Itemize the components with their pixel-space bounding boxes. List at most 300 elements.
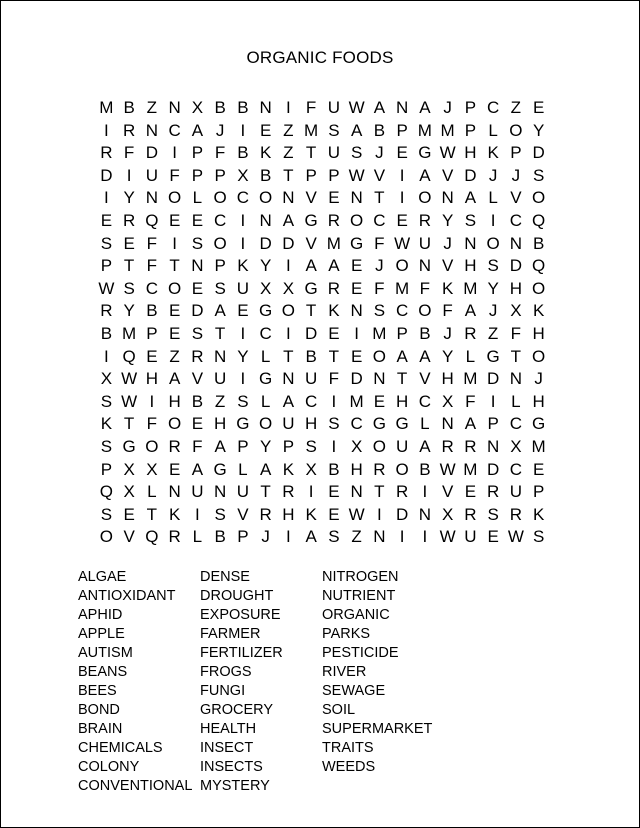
grid-letter: I (308, 482, 314, 502)
grid-letter: N (282, 369, 295, 389)
grid-letter: E (259, 120, 272, 140)
grid-letter: Y (237, 346, 249, 366)
grid-letter: N (395, 98, 409, 117)
grid-letter: X (123, 459, 135, 479)
grid-letter: E (350, 256, 363, 276)
grid-letter: S (100, 504, 113, 524)
grid-letter: H (509, 278, 523, 298)
grid-letter: D (532, 143, 545, 163)
grid-letter: P (191, 165, 204, 185)
grid-letter: L (511, 391, 521, 411)
grid-letter: S (487, 256, 499, 276)
grid-letter: S (123, 278, 135, 298)
grid-letter: E (191, 414, 204, 434)
grid-letter: O (395, 256, 409, 276)
grid-letter: R (168, 436, 181, 456)
word-item: TRAITS (322, 740, 374, 756)
grid-letter: R (441, 436, 454, 456)
grid-letter: T (328, 346, 340, 366)
grid-letter: R (168, 527, 181, 547)
grid-letter: N (441, 414, 454, 434)
word-item: NITROGEN (322, 569, 399, 585)
grid-letter: R (282, 482, 295, 502)
grid-letter: J (443, 323, 452, 343)
grid-letter: M (122, 323, 137, 343)
grid-letter: U (282, 414, 295, 434)
grid-row (95, 278, 550, 301)
grid-letter: G (259, 301, 273, 321)
grid-letter: F (123, 143, 135, 163)
grid-letter: F (192, 436, 203, 456)
grid-letter: O (532, 346, 546, 366)
grid-letter: U (145, 165, 159, 185)
grid-letter: O (213, 188, 227, 208)
grid-letter: I (195, 504, 200, 524)
grid-letter: A (419, 98, 431, 117)
grid-letter: E (237, 301, 249, 321)
grid-letter: K (168, 504, 181, 524)
grid-letter: F (510, 323, 522, 343)
grid-letter: Y (123, 301, 135, 321)
page-title: ORGANIC FOODS (246, 48, 394, 67)
grid-letter: U (191, 482, 204, 502)
grid-letter: T (305, 301, 317, 321)
word-item: APPLE (78, 626, 125, 642)
grid-letter: R (100, 301, 113, 321)
grid-letter: O (145, 436, 159, 456)
grid-letter: D (350, 369, 363, 389)
grid-row (95, 97, 550, 120)
grid-row (95, 391, 550, 414)
grid-letter: S (191, 233, 204, 253)
grid-letter: Q (145, 527, 159, 547)
grid-letter: E (350, 346, 363, 366)
grid-letter: N (259, 210, 272, 230)
grid-letter: W (439, 143, 456, 163)
grid-letter: N (373, 527, 386, 547)
grid-letter: Y (487, 278, 499, 298)
grid-letter: W (348, 504, 365, 524)
grid-letter: P (328, 165, 340, 185)
grid-letter: W (394, 233, 411, 253)
word-item: ANTIOXIDANT (78, 588, 176, 604)
grid-letter: I (422, 527, 428, 547)
grid-letter: N (486, 436, 500, 456)
grid-letter: B (532, 233, 545, 253)
grid-letter: F (214, 143, 226, 163)
grid-letter: E (373, 391, 386, 411)
grid-letter: T (146, 504, 158, 524)
grid-letter: N (145, 188, 159, 208)
grid-letter: V (441, 165, 454, 185)
grid-letter: F (328, 369, 340, 389)
grid-letter: P (305, 165, 317, 185)
grid-letter: P (237, 436, 249, 456)
grid-letter: O (168, 278, 182, 298)
grid-letter: S (350, 143, 363, 163)
grid-letter: R (191, 346, 204, 366)
grid-letter: I (422, 482, 428, 502)
grid-letter: V (510, 188, 522, 208)
grid-letter: K (328, 301, 340, 321)
grid-letter: L (465, 346, 476, 366)
grid-letter: O (281, 301, 295, 321)
word-item: BEES (78, 683, 117, 699)
grid-letter: S (328, 527, 340, 547)
grid-letter: X (282, 278, 295, 298)
grid-letter: N (168, 482, 181, 502)
grid-letter: E (532, 98, 545, 117)
grid-letter: K (237, 256, 249, 276)
grid-letter: B (123, 98, 135, 117)
grid-letter: B (305, 346, 317, 366)
word-item: CONVENTIONAL (78, 778, 193, 794)
grid-letter: K (259, 143, 272, 163)
grid-letter: I (399, 527, 405, 547)
grid-letter: O (418, 301, 432, 321)
grid-letter: I (286, 256, 291, 276)
grid-letter: I (354, 323, 359, 343)
grid-letter: O (259, 188, 273, 208)
word-item: ORGANIC (322, 607, 390, 623)
grid-letter: J (261, 527, 270, 547)
grid-letter: Z (146, 98, 158, 117)
grid-letter: A (305, 527, 317, 547)
word-item: HEALTH (200, 721, 257, 737)
grid-letter: P (532, 482, 545, 502)
word-item: FARMER (200, 626, 261, 642)
grid-letter: Z (487, 323, 499, 343)
grid-letter: W (348, 165, 365, 185)
grid-letter: W (121, 369, 138, 389)
grid-letter: S (305, 436, 317, 456)
grid-letter: A (373, 98, 386, 117)
grid-letter: U (395, 436, 409, 456)
grid-letter: S (100, 233, 113, 253)
grid-letter: S (328, 120, 340, 140)
grid-letter: A (464, 414, 477, 434)
grid-letter: D (464, 165, 477, 185)
grid-letter: U (464, 527, 477, 547)
word-item: RIVER (322, 664, 367, 680)
grid-letter: I (172, 233, 177, 253)
grid-letter: B (214, 98, 226, 117)
word-item: FUNGI (200, 683, 246, 699)
grid-letter: N (509, 369, 523, 389)
grid-letter: M (304, 120, 319, 140)
word-item: ALGAE (78, 569, 127, 585)
grid-letter: C (509, 459, 523, 479)
grid-letter: A (168, 369, 181, 389)
grid-letter: J (443, 233, 452, 253)
grid-letter: K (282, 459, 295, 479)
word-item: INSECTS (200, 759, 263, 775)
grid-row (95, 210, 550, 233)
grid-letter: B (419, 459, 431, 479)
grid-letter: U (236, 482, 250, 502)
grid-letter: I (240, 369, 246, 389)
grid-letter: H (464, 256, 477, 276)
grid-letter: T (396, 369, 408, 389)
grid-letter: I (399, 188, 405, 208)
grid-letter: Y (123, 188, 135, 208)
grid-letter: O (213, 233, 227, 253)
grid-letter: Y (441, 346, 454, 366)
grid-letter: S (100, 436, 113, 456)
grid-letter: O (509, 120, 523, 140)
grid-letter: D (395, 504, 409, 524)
grid-letter: M (463, 278, 478, 298)
grid-letter: Q (532, 256, 546, 276)
grid-letter: N (350, 188, 363, 208)
grid-letter: O (99, 527, 113, 547)
grid-letter: X (441, 391, 454, 411)
grid-letter: E (487, 527, 499, 547)
grid-letter: D (145, 143, 159, 163)
grid-letter: T (510, 346, 522, 366)
word-item: PARKS (322, 626, 371, 642)
grid-letter: L (260, 391, 271, 411)
grid-letter: A (259, 459, 272, 479)
grid-letter: U (509, 482, 523, 502)
word-item: BOND (78, 702, 120, 718)
grid-letter: I (286, 527, 291, 547)
grid-letter: Z (214, 391, 226, 411)
word-item: SOIL (322, 702, 356, 718)
grid-letter: A (191, 459, 204, 479)
grid-letter: P (237, 527, 249, 547)
grid-letter: A (305, 256, 317, 276)
grid-letter: L (420, 414, 430, 434)
grid-letter: X (237, 165, 249, 185)
grid-letter: V (191, 369, 204, 389)
grid-letter: I (331, 391, 337, 411)
word-item: SEWAGE (322, 683, 386, 699)
grid-row (95, 323, 550, 346)
word-item: PESTICIDE (322, 645, 399, 661)
grid-letter: G (304, 210, 318, 230)
grid-letter: E (191, 278, 204, 298)
grid-letter: X (510, 436, 522, 456)
grid-letter: J (443, 98, 452, 117)
grid-letter: D (282, 233, 295, 253)
grid-letter: N (464, 233, 477, 253)
grid-letter: V (373, 165, 386, 185)
grid-letter: E (168, 323, 181, 343)
grid-letter: F (305, 98, 317, 117)
grid-letter: C (395, 301, 409, 321)
grid-letter: X (259, 278, 272, 298)
grid-letter: E (168, 459, 181, 479)
grid-letter: L (260, 346, 271, 366)
grid-letter: P (282, 436, 295, 456)
grid-letter: R (418, 210, 432, 230)
grid-row (95, 300, 550, 323)
grid-letter: I (399, 165, 405, 185)
grid-letter: B (328, 459, 340, 479)
grid-letter: W (121, 391, 138, 411)
grid-letter: J (511, 165, 521, 185)
grid-letter: U (327, 98, 341, 117)
grid-letter: P (100, 256, 113, 276)
grid-letter: Y (259, 256, 272, 276)
grid-letter: P (214, 256, 226, 276)
grid-letter: N (168, 98, 181, 117)
grid-letter: S (373, 301, 386, 321)
grid-letter: R (464, 504, 477, 524)
grid-letter: M (440, 120, 455, 140)
grid-letter: G (122, 436, 136, 456)
grid-letter: S (100, 391, 113, 411)
grid-letter: S (464, 210, 477, 230)
grid-letter: Q (532, 210, 546, 230)
grid-letter: D (486, 369, 500, 389)
grid-letter: A (396, 346, 408, 366)
grid-letter: G (304, 278, 318, 298)
word-item: APHID (78, 607, 123, 623)
grid-letter: F (146, 414, 158, 434)
grid-letter: M (463, 459, 478, 479)
grid-letter: A (282, 210, 295, 230)
grid-letter: S (237, 391, 249, 411)
grid-row (95, 142, 550, 165)
grid-row (95, 233, 550, 256)
grid-letter: R (122, 120, 136, 140)
grid-letter: B (259, 165, 272, 185)
grid-letter: Q (99, 482, 113, 502)
grid-letter: H (532, 391, 545, 411)
grid-letter: W (348, 98, 365, 117)
grid-letter: Z (283, 143, 294, 163)
grid-letter: H (441, 369, 454, 389)
grid-letter: V (305, 188, 317, 208)
grid-letter: N (213, 346, 227, 366)
grid-letter: Y (259, 436, 272, 456)
grid-letter: S (214, 504, 226, 524)
grid-letter: R (100, 143, 113, 163)
grid-letter: I (240, 210, 246, 230)
grid-letter: E (328, 504, 340, 524)
grid-letter: A (419, 436, 431, 456)
word-item: COLONY (78, 759, 140, 775)
grid-letter: P (510, 143, 522, 163)
grid-letter: W (439, 527, 456, 547)
grid-letter: U (418, 233, 432, 253)
grid-letter: M (349, 391, 364, 411)
grid-letter: I (286, 98, 291, 117)
word-column (78, 568, 200, 796)
grid-letter: P (146, 323, 158, 343)
grid-letter: E (328, 323, 340, 343)
grid-letter: X (441, 504, 454, 524)
grid-letter: V (305, 233, 317, 253)
grid-letter: I (240, 323, 246, 343)
grid-letter: A (214, 301, 226, 321)
word-column (200, 568, 322, 796)
grid-letter: K (441, 278, 454, 298)
grid-letter: O (350, 210, 364, 230)
grid-row (95, 187, 550, 210)
grid-letter: K (305, 504, 317, 524)
grid-letter: J (534, 369, 543, 389)
grid-letter: I (240, 233, 246, 253)
grid-letter: J (215, 120, 225, 140)
grid-letter: I (490, 210, 496, 230)
grid-letter: K (532, 504, 545, 524)
grid-letter: D (100, 165, 113, 185)
grid-letter: M (463, 369, 478, 389)
word-item: CHEMICALS (78, 740, 163, 756)
grid-letter: X (350, 436, 363, 456)
grid-letter: J (488, 301, 498, 321)
word-item: FERTILIZER (200, 645, 283, 661)
grid-letter: A (464, 301, 477, 321)
grid-letter: E (123, 233, 135, 253)
grid-letter: P (191, 143, 204, 163)
grid-letter: G (372, 414, 386, 434)
grid-letter: H (213, 414, 227, 434)
grid-letter: I (126, 165, 132, 185)
grid-letter: H (464, 143, 477, 163)
grid-letter: B (146, 301, 158, 321)
grid-letter: Z (351, 527, 362, 547)
grid-letter: C (509, 210, 523, 230)
grid-letter: R (464, 436, 477, 456)
grid-letter: E (146, 346, 158, 366)
grid-letter: I (286, 323, 291, 343)
grid-letter: V (419, 369, 431, 389)
grid-letter: G (418, 143, 432, 163)
grid-letter: W (98, 278, 115, 298)
grid-letter: M (99, 98, 114, 117)
grid-letter: E (532, 459, 545, 479)
grid-letter: L (192, 188, 203, 208)
grid-letter: G (259, 369, 273, 389)
grid-letter: N (418, 504, 432, 524)
grid-letter: B (100, 323, 113, 343)
grid-letter: F (146, 256, 158, 276)
grid-letter: C (486, 98, 500, 117)
grid-letter: S (214, 278, 226, 298)
grid-letter: S (191, 323, 204, 343)
grid-letter: S (487, 504, 499, 524)
grid-letter: A (464, 188, 477, 208)
grid-letter: M (531, 436, 546, 456)
word-item: EXPOSURE (200, 607, 281, 623)
grid-letter: E (328, 482, 340, 502)
grid-letter: G (486, 346, 500, 366)
word-item: BRAIN (78, 721, 123, 737)
grid-letter: T (283, 346, 294, 366)
grid-letter: T (123, 256, 135, 276)
grid-letter: C (350, 414, 363, 434)
grid-letter: O (168, 188, 182, 208)
grid-letter: R (327, 278, 341, 298)
grid-letter: R (327, 210, 341, 230)
grid-letter: N (350, 482, 363, 502)
grid-letter: T (169, 256, 180, 276)
grid-letter: F (465, 391, 476, 411)
grid-letter: H (168, 391, 181, 411)
grid-letter: L (238, 459, 248, 479)
grid-letter: P (214, 165, 226, 185)
grid-letter: B (237, 98, 249, 117)
grid-letter: E (396, 210, 408, 230)
grid-letter: T (283, 165, 294, 185)
word-item: NUTRIENT (322, 588, 396, 604)
grid-letter: X (123, 482, 135, 502)
grid-row (95, 481, 550, 504)
